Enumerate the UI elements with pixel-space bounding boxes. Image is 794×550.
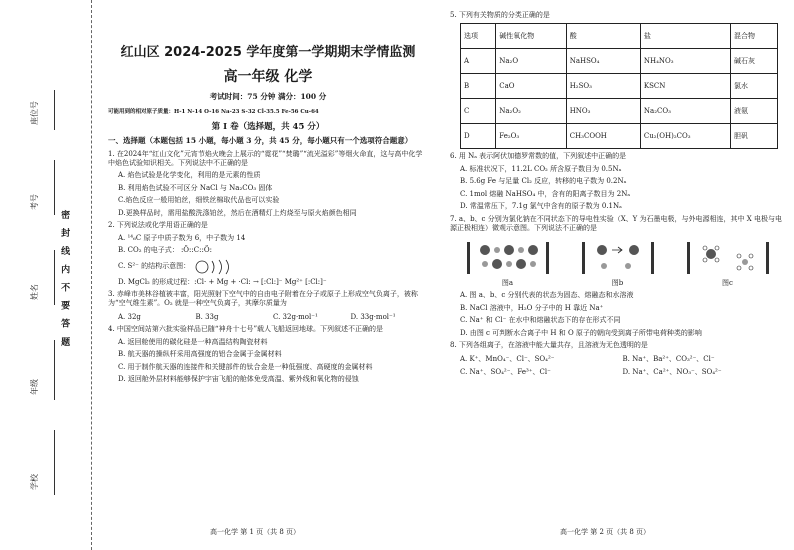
question-2: 2. 下列说法或化学用语正确的是 [108,221,208,230]
exam-number-label: 考号 [30,194,39,210]
question-1: 1. 在2024年“红山文化”元宵节焰火晚会上展示的“霓花”“焚璐”“流光溢彩”等烟火命直，这与高中化学中焰色试验知识相关。下列说法中不正确的是 [108,149,423,168]
table-cell: Cu₂(OH)₂CO₃ [640,124,730,149]
table-cell: D [461,124,496,149]
left-page-footer: 高一化学 第 1 页（共 8 页） [210,528,301,536]
table-cell: 氯水 [730,74,777,99]
nacl-solution-diagram [683,240,773,276]
question-4-option-d: D. 返回舱外层材料能够保护宇宙飞船的舱体免受高温、紫外线和氧化物的侵蚀 [118,375,359,384]
question-4-option-a: A. 返回舱使用的碳化硅是一种高温结构陶瓷材料 [118,337,268,346]
name-label: 姓名 [30,284,39,300]
table-header-cell: 碱性氧化物 [496,24,566,49]
question-7: 7. a、b、c 分别为氯化钠在不同状态下的导电性实验（X、Y 为石墨电极，与外电源相连，其中 X 电极与电源正极相连）微观示意图。下列说法不正确的是 [450,214,782,233]
table-cell: Na₂O₂ [496,99,566,124]
table-cell: H₂SO₃ [566,74,640,99]
table-header-cell: 选项 [461,24,496,49]
table-cell: NaHSO₄ [566,49,640,74]
binding-strip [0,0,92,550]
question-7-option-b: B. NaCl 溶液中，H₂O 分子中的 H 靠近 Na⁺ [460,303,604,312]
nacl-conductivity-figures [450,240,785,289]
table-cell: 液氨 [730,99,777,124]
question-5: 5. 下列有关物质的分类正确的是 [450,11,550,19]
table-header-row [461,24,778,49]
exam-subtitle: 高一年级 化学 [223,68,313,85]
question-8-options-row-2 [460,368,785,377]
part-one-heading: 第 I 卷（选择题，共 45 分） [211,121,325,132]
seat-number-label: 座位号 [30,101,39,125]
figure-a-caption: 图a [501,278,514,287]
table-cell: CaO [496,74,566,99]
question-8-option-b: B. Na⁺、Ba²⁺、CO₃²⁻、Cl⁻ [622,354,715,363]
table-header-cell: 混合物 [730,24,777,49]
question-3-option-d: D. 33g·mol⁻¹ [350,312,396,321]
question-1-option-a: A. 焰色试验是化学变化，利用的是元素的性质 [118,171,261,180]
atomic-masses: 可能用到的相对原子质量：H-1 N-14 O-16 Na-23 S-32 Cl-35.5 Fe-56 Cu-64 [108,108,319,115]
table-cell: B [461,74,496,99]
question-4-option-c: C. 用于制作航天器的连接件和关键部件的钛合金是一种低强度、高硬度的金属材料 [118,362,373,371]
table-cell: A [461,49,496,74]
seal-line-notice: 密 封 线 内 不 要 答 题 [59,210,70,349]
question-8-option-d: D. Na⁺、Ca²⁺、NO₃⁻、SO₄²⁻ [622,368,722,376]
table-row [461,124,778,149]
question-6-option-d: D. 常温常压下，7.1g 氯气中含有的原子数为 0.1Nₐ [460,202,622,211]
question-7-option-d: D. 由图 c 可判断水合离子中 H 和 O 原子的朝向受到离子所带电荷种类的影响 [460,328,702,337]
table-cell: Na₂CO₃ [640,99,730,124]
question-2-option-b: B. CO₂ 的电子式： :Ö::C::Ö: [118,246,212,255]
question-8-option-a: A. K⁺、MnO₄⁻、Cl⁻、SO₄²⁻ [460,354,555,363]
question-2-option-c: C. S²⁻ 的结构示意图： [118,261,191,270]
exam-title: 红山区 2024-2025 学年度第一学期期末学情监测 [120,45,416,60]
question-2-option-a: A. ¹⁴₆C 原子中质子数为 6，中子数为 14 [118,233,246,242]
figure-b [578,240,658,289]
name-line [54,250,55,305]
table-cell: CH₃COOH [566,124,640,149]
question-7-option-a: A. 图 a、b、c 分别代表的状态为固态、熔融态和水溶液 [460,291,634,300]
question-4: 4. 中国空间站第六批实验样品已随“神舟十七号”载人飞船返回地球。下列叙述不正确的是 [108,325,384,334]
table-cell: 碱石灰 [730,49,777,74]
table-header-cell: 酸 [566,24,640,49]
question-7-option-c: C. Na⁺ 和 Cl⁻ 在水中和熔融状态下的存在形式不同 [460,316,621,325]
left-page [108,8,428,384]
question-1-option-d: D.更换样品时，需用盐酸洗涤铂丝，然后在酒精灯上灼烧至与原火焰颜色相同 [118,208,357,217]
sulfide-ion-diagram [194,259,234,275]
right-page [450,8,785,377]
figure-c-caption: 图c [722,278,733,287]
question-6: 6. 用 Nₐ 表示阿伏加德罗常数的值，下列叙述中正确的是 [450,152,627,161]
question-6-option-b: B. 5.6g Fe 与足量 Cl₂ 反应，转移的电子数为 0.2Nₐ [460,177,627,186]
solid-nacl-diagram [463,240,553,276]
table-cell: KSCN [640,74,730,99]
question-1-option-c: C.焰色反应一般用铂丝，细铁丝棉取代品也可以实验 [118,196,280,205]
seat-number-line [54,90,55,130]
question-3-option-c: C. 32g·mol⁻¹ [273,312,318,321]
question-1-option-b: B. 利用焰色试验不可区分 NaCl 与 Na₂CO₃ 固体 [118,183,273,192]
figure-c [683,240,773,289]
figure-b-caption: 图b [611,278,624,287]
table-cell: C [461,99,496,124]
table-cell: HNO₃ [566,99,640,124]
classification-table [460,23,778,149]
table-cell: 胆矾 [730,124,777,149]
question-6-option-a: A. 标准状况下，11.2L CO₂ 所含原子数目为 0.5Nₐ [460,164,622,173]
table-header-cell: 盐 [640,24,730,49]
molten-nacl-diagram [578,240,658,276]
table-cell: NH₄NO₃ [640,49,730,74]
grade-line [54,340,55,400]
question-4-option-b: B. 航天器的操纵杆采用高强度的铝合金属于金属材料 [118,350,282,359]
table-row [461,49,778,74]
figure-a [463,240,553,289]
table-row [461,99,778,124]
exam-time-score: 考试时间：75 分钟 满分：100 分 [209,92,327,102]
question-2-option-c-row [118,259,428,275]
school-label: 学校 [30,474,39,490]
table-cell: Fe₂O₃ [496,124,566,149]
right-page-footer: 高一化学 第 2 页（共 8 页） [560,528,651,536]
question-3-option-a: A. 32g [118,312,141,321]
question-3-option-b: B. 33g [195,312,219,321]
table-row [461,74,778,99]
exam-number-line [54,160,55,215]
question-8: 8. 下列各组离子，在溶液中能大量共存，且溶液为无色透明的是 [450,341,648,350]
question-8-option-c: C. Na⁺、SO₄²⁻、Fe³⁺、Cl⁻ [460,368,551,376]
question-2-option-d: D. MgCl₂ 的形成过程：:Cl· + Mg + ·Cl: → [:Cl:]⁻ Mg²⁺ [:Cl:]⁻ [118,277,327,286]
question-8-options-row-1 [460,355,785,364]
table-cell: Na₂O [496,49,566,74]
section-one-heading: 一、选择题（本题包括 15 小题，每小题 3 分，共 45 分，每小题只有一个选项符合题意） [108,136,413,146]
grade-label: 年级 [30,379,39,395]
school-line [54,430,55,495]
question-3-options [118,313,428,322]
question-6-option-c: C. 1mol 熔融 NaHSO₄ 中，含有的阳离子数目为 2Nₐ [460,189,631,198]
question-3: 3. 赤峰市美林谷植被丰富，阳光照射下空气中的自由电子附着在分子或原子上形成空气负离子，被称为“空气维生素”。O₂ 就是一种空气负离子，其摩尔质量为 [108,289,418,308]
